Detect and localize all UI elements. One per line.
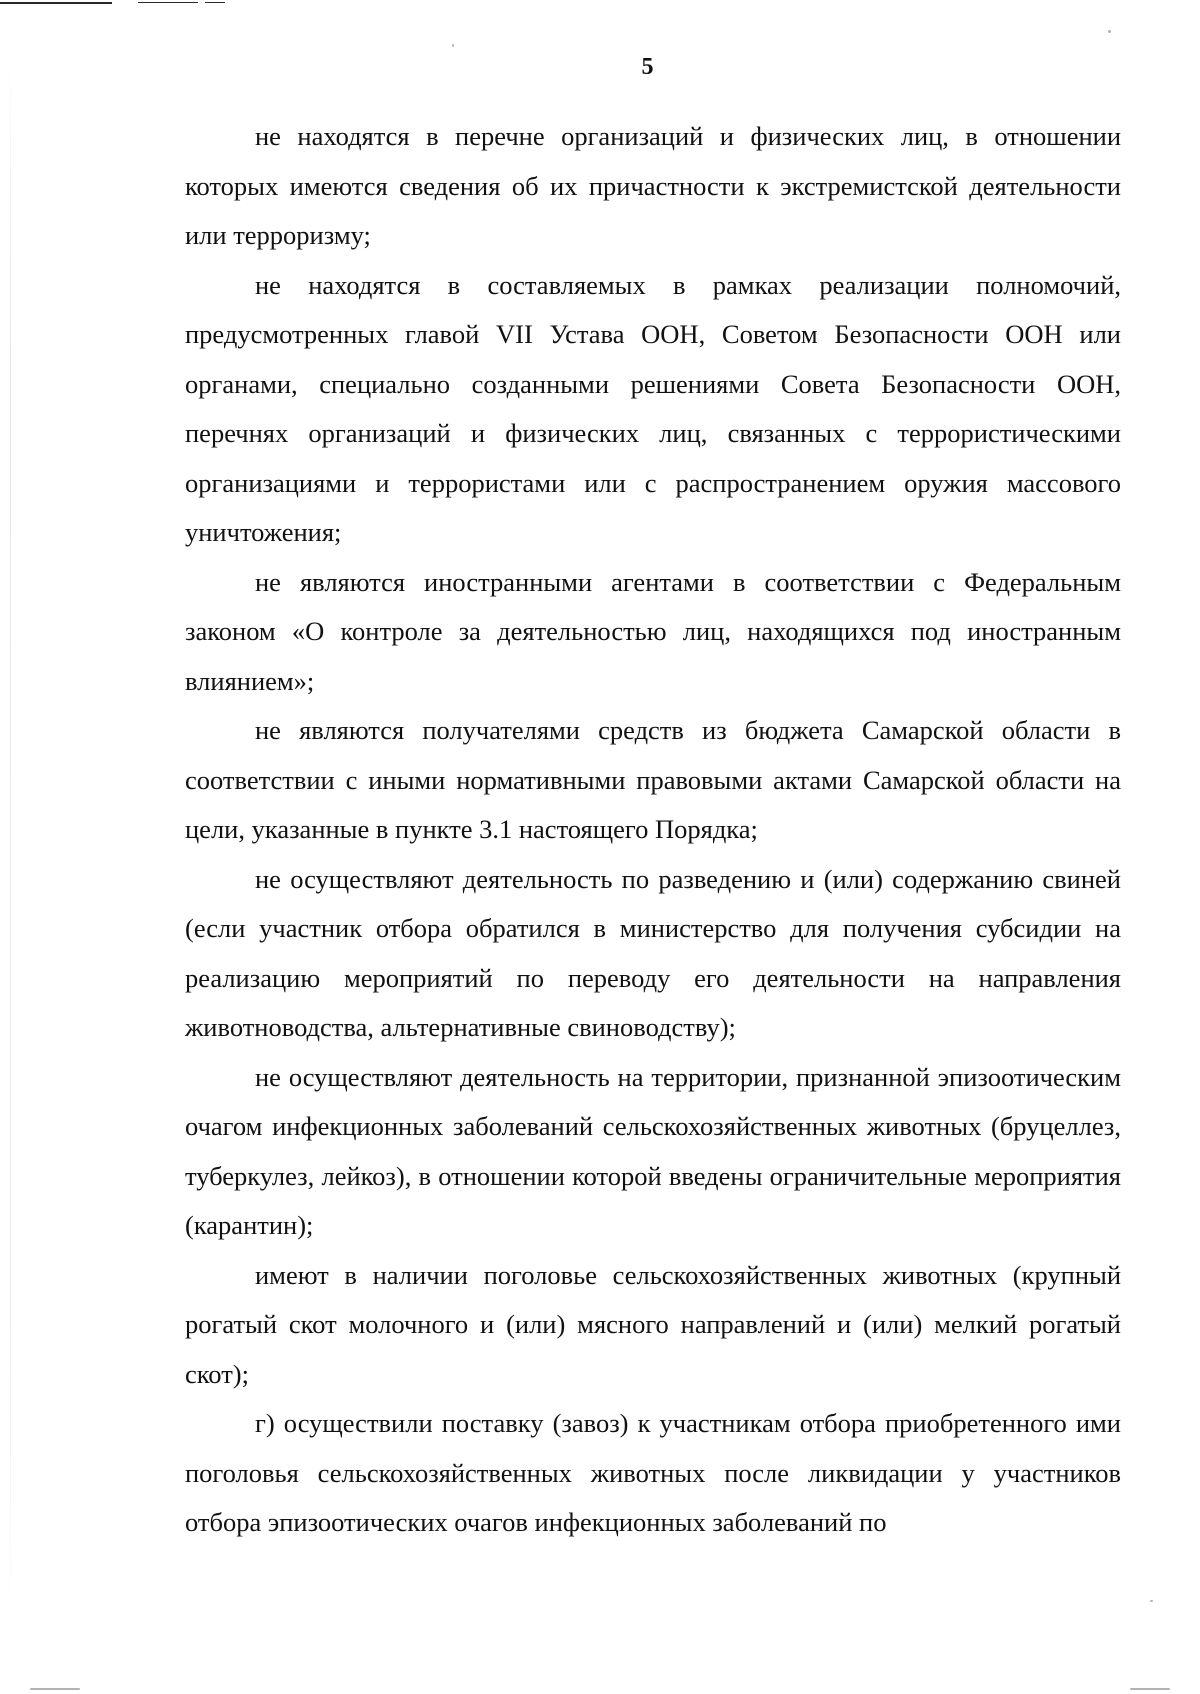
scan-speck (1150, 1600, 1153, 1602)
scan-speck (452, 44, 454, 47)
paragraph: не находятся в перечне организаций и физических лиц, в отношении которых имеются сведения об их причастности к экстремистской деятельности или терроризму; (185, 121, 1121, 250)
paragraph: не осуществляют деятельность на территории, признанной эпизоотическим очагом инфекционных заболеваний сельскохозяйственных животных (бруцеллез, туберкулез, лейкоз), в отношении которой введены ограничительные мероприятия (карантин); (185, 1061, 1121, 1240)
paragraph: г) осуществили поставку (завоз) к участникам отбора приобретенного ими поголовья сельскохозяйственных животных после ликвидации у участников отбора эпизоотических очагов инфекционных заболеваний по (185, 1408, 1121, 1537)
scan-speck (1130, 1688, 1170, 1690)
paragraph: имеют в наличии поголовье сельскохозяйственных животных (крупный рогатый скот молочного и (или) мясного направлений и (или) мелкий рогатый скот); (185, 1259, 1121, 1389)
scan-speck (30, 1688, 80, 1690)
paragraph: не являются получателями средств из бюджета Самарской области в соответствии с иными нормативными правовыми актами Самарской области на цели, указанные в пункте 3.1 настоящего Порядка; (185, 715, 1121, 844)
scan-speck (1108, 30, 1111, 33)
paragraph: не являются иностранными агентами в соответствии с Федеральным законом «О контроле за деятельностью лиц, находящихся под иностранным влиянием»; (185, 566, 1121, 696)
page-number: 5 (641, 54, 654, 80)
scan-artifact-edge (10, 40, 11, 1640)
paragraph: не осуществляют деятельность по разведению и (или) содержанию свиней (если участник отбора обратился в министерство для получения субсидии на реализацию мероприятий по переводу его деятельности на направления животноводства, альтернативные свиноводству); (185, 863, 1121, 1042)
paragraph: не находятся в составляемых в рамках реализации полномочий, предусмотренных главой VII Устава ООН, Советом Безопасности ООН или органами, специально созданными решениями Совета Безопасности ООН, перечнях организаций и физических лиц, связанных с террористическими организациями и террористами или с распространением оружия массового уничтожения; (185, 269, 1121, 547)
scan-artifact-line (0, 2, 112, 4)
document-body (185, 112, 1121, 1548)
scan-artifact-line (138, 2, 198, 3)
scan-artifact-line (205, 2, 225, 3)
